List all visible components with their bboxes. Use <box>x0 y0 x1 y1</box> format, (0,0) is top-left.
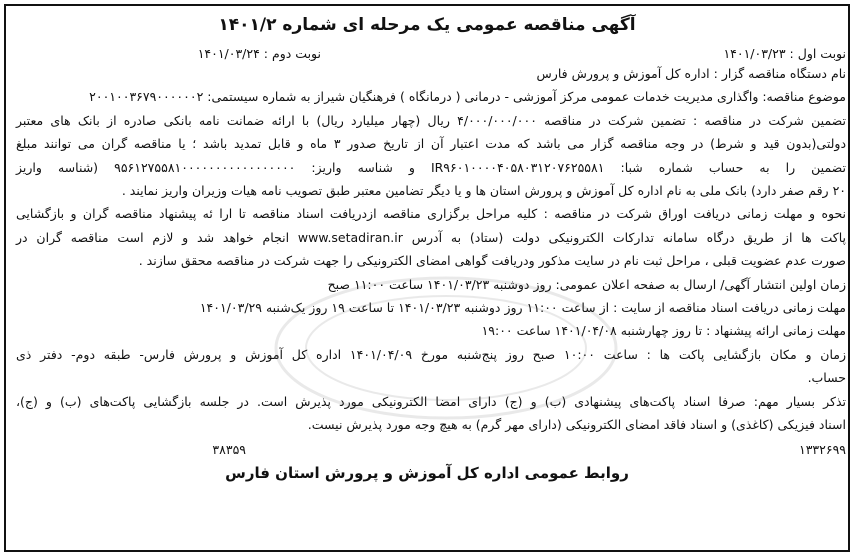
guarantee-line-3: تضمین را به حساب شماره شبا: IR۹۶۰۱۰۰۰۰۴۰۵۸۰۳۱۲۰۷۶۲۵۵۸۱ و شناسه واریز: ۹۵۶۱۲۷۵۵۸۱۰۰۰۰۰۰۰۰۰۰۰۰۰۰۰۰۰ (شناسه واریز <box>16 159 846 175</box>
first-round-date: نوبت اول : ۱۴۰۱/۰۳/۲۳ <box>723 46 846 61</box>
first-publish-time: زمان اولین انتشار آگهی/ ارسال به صفحه اعلان عمومی: روز دوشنبه ۱۴۰۱/۰۳/۲۳ ساعت ۱۱:۰۰ صبح <box>327 276 846 292</box>
publish-dates <box>16 44 846 63</box>
guarantee-line-4: ۲۰ رقم صفر دارد) بانک ملی به نام اداره کل آموزش و پرورش استان ها و یا دیگر تضامین معتبر طبق تصویب نامه هیات وزیران واریز نمایند . <box>121 183 846 198</box>
important-note-1: تذکر بسیار مهم: صرفا اسناد پاکت‌های پیشنهادی (ب) و (ج) دارای امضا الکترونیکی مورد پذیرش است. در جلسه بازگشایی پاکت‌های (ب) و (ج)، <box>16 393 846 409</box>
tender-subject: موضوع مناقصه: واگذاری مدیریت خدمات عمومی مرکز آموزشی - درمانی ( درمانگاه ) فرهنگیان شیراز به شماره سیستمی: ۲۰۰۱۰۰۳۶۷۹۰۰۰۰۰۰۲ <box>89 89 846 105</box>
reference-number-left: ۳۸۳۵۹ <box>212 442 246 458</box>
process-line-2: پاکت ها از طریق درگاه سامانه تدارکات الکترونیکی دولت (ستاد) به آدرس www.setadiran.ir انجام خواهد شد و لازم است مناقصه گران در <box>16 229 846 245</box>
ad-frame <box>4 4 850 552</box>
opening-time-place-cont: حساب. <box>807 370 846 386</box>
reference-numbers <box>16 440 846 459</box>
proposal-deadline: مهلت زمانی ارائه پیشنهاد : تا روز چهارشنبه ۱۴۰۱/۰۴/۰۸ ساعت ۱۹:۰۰ <box>481 323 846 339</box>
document-receive-deadline: مهلت زمانی دریافت اسناد مناقصه از سایت : از ساعت ۱۱:۰۰ روز دوشنبه ۱۴۰۱/۰۳/۲۳ تا ساعت ۱۹ روز یک‌شنبه ۱۴۰۱/۰۳/۲۹ <box>199 300 846 315</box>
guarantee-line-2: دولتی(بدون قید و شرط) در وجه مناقصه گزار می باشد که مدت اعتبار آن از تاریخ صدور ۳ ماه و قابل تمدید باشد ؛ یا مناقصه گران می توانند مبلغ <box>16 136 847 152</box>
tender-organizer: نام دستگاه مناقصه گزار : اداره کل آموزش و پرورش فارس <box>536 66 846 81</box>
reference-number-right: ۱۳۳۲۶۹۹ <box>799 442 846 458</box>
guarantee-line-1: تضمین شرکت در مناقصه : تضمین شرکت در مناقصه ۴/۰۰۰/۰۰۰/۰۰۰ ریال (چهار میلیارد ریال) با ارائه ضمانت نامه بانکی صادره از بانک های معتبر <box>16 112 846 128</box>
process-line-3: صورت عدم عضویت قبلی ، مراحل ثبت نام در سایت مذکور ودریافت گواهی امضای الکترونیکی را جهت شرکت در مناقصه محقق سازند . <box>138 253 846 269</box>
footer-public-relations: روابط عمومی اداره کل آموزش و پرورش استان فارس <box>225 464 629 483</box>
ad-title: آگهی مناقصه عمومی یک مرحله ای شماره ۱۴۰۱/۲ <box>218 15 636 35</box>
second-round-date: نوبت دوم : ۱۴۰۱/۰۳/۲۴ <box>197 46 321 61</box>
important-note-2: اسناد فیزیکی (کاغذی) و اسناد فاقد امضای الکترونیکی (دارای مهر گرم) به هیچ وجه مورد پذیرش نیست. <box>307 417 846 432</box>
opening-time-place: زمان و مکان بازگشایی پاکت ها : ساعت ۱۰:۰۰ صبح روز پنج‌شنبه مورخ ۱۴۰۱/۰۴/۰۹ اداره کل آموزش و پرورش فارس- طبقه دوم- دفتر ذی <box>16 346 847 362</box>
process-line-1: نحوه و مهلت زمانی دریافت اوراق شرکت در مناقصه : کلیه مراحل برگزاری مناقصه ازدریافت اسناد مناقصه تا ارا ئه پیشنهاد مناقصه گران و بازگشایی <box>16 206 846 222</box>
